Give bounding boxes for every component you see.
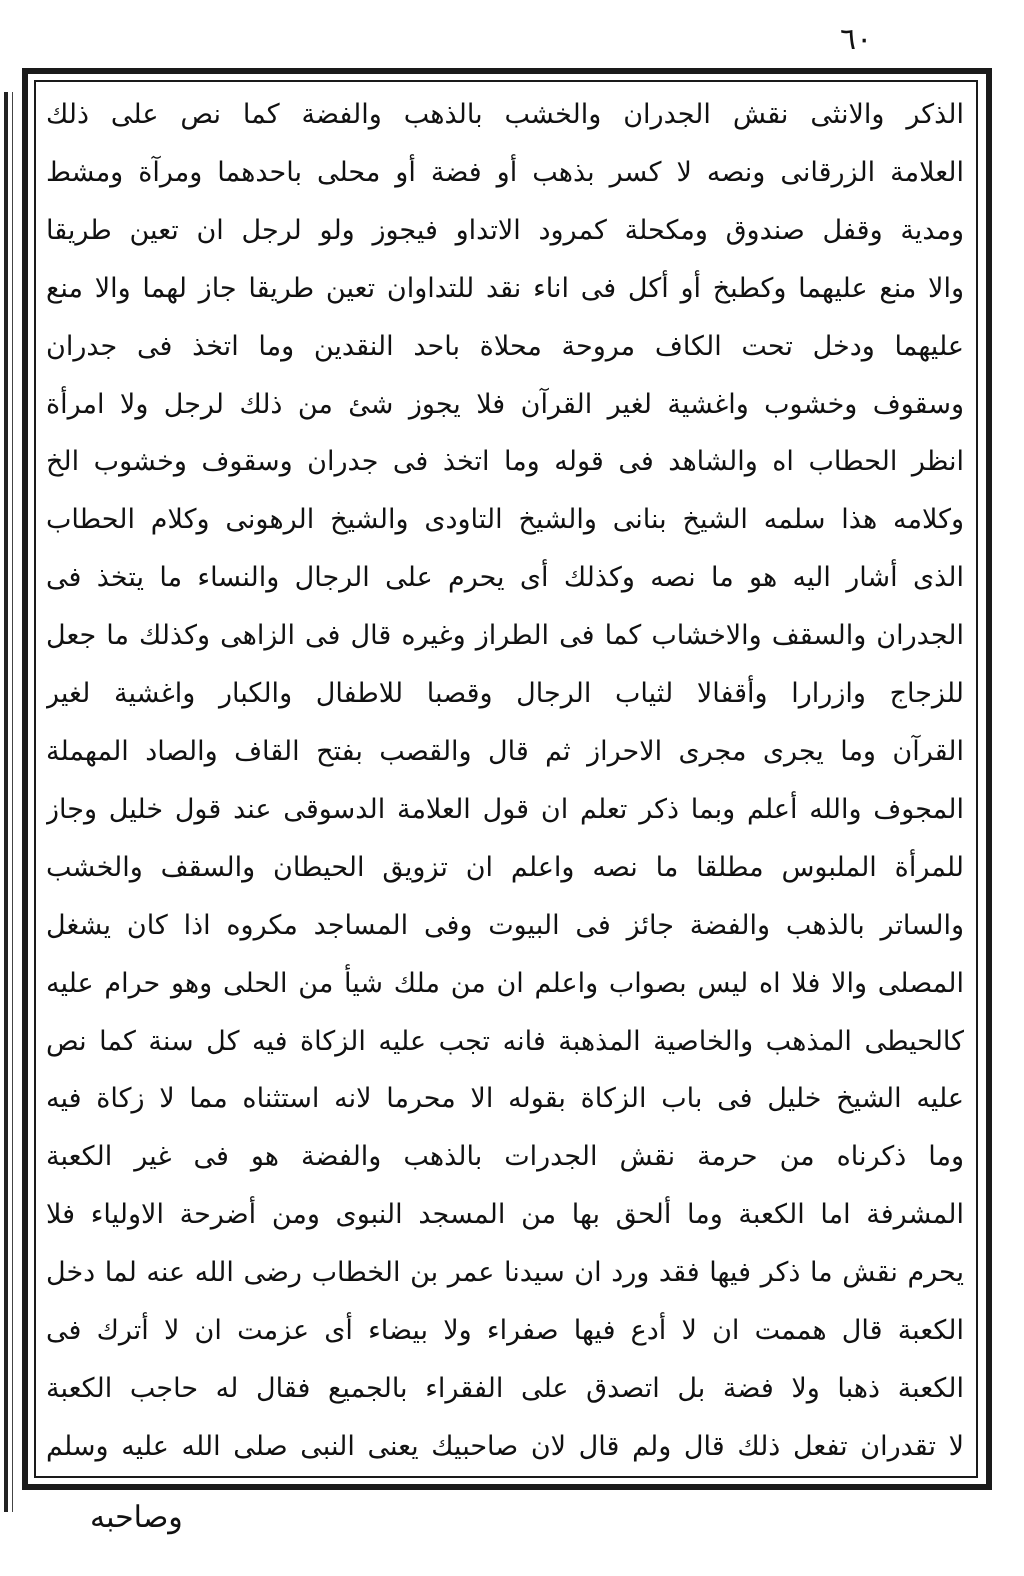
text-line: عليه الشيخ خليل فى باب الزكاة بقوله الا محرما لانه استثناه مما لا زكاة فيه	[46, 1083, 964, 1115]
text-line: يحرم نقش ما ذكر فيها فقد ورد ان سيدنا عمر بن الخطاب رضى الله عنه لما دخل	[46, 1257, 964, 1289]
text-line: والساتر بالذهب والفضة جائز فى البيوت وفى المساجد مكروه اذا كان يشغل	[46, 909, 964, 941]
text-line: المصلى والا فلا اه ليس بصواب واعلم ان من ملك شيأ من الحلى وهو حرام عليه	[46, 967, 964, 999]
text-block	[46, 92, 964, 1470]
text-line: العلامة الزرقانى ونصه لا كسر بذهب أو فضة أو محلى باحدهما ومرآة ومشط	[46, 156, 964, 188]
text-line: للزجاج وازرارا وأقفالا لثياب الرجال وقصبا للاطفال والكبار واغشية لغير	[46, 678, 964, 710]
text-line: والا منع عليهما وكطبخ أو أكل فى اناء نقد للتداوان تعين طريقا جاز لهما والا منع	[46, 272, 964, 304]
text-line: الجدران والسقف والاخشاب كما فى الطراز وغيره قال فى الزاهى وكذلك ما جعل	[46, 620, 964, 652]
text-line: للمرأة الملبوس مطلقا ما نصه واعلم ان تزويق الحيطان والسقف والخشب	[46, 851, 964, 883]
text-line: عليهما ودخل تحت الكاف مروحة محلاة باحد النقدين وما اتخذ فى جدران	[46, 330, 964, 362]
text-line: كالحيطى المذهب والخاصية المذهبة فانه تجب عليه الزكاة فيه كل سنة كما نص	[46, 1025, 964, 1057]
text-line: وما ذكرناه من حرمة نقش الجدرات بالذهب والفضة هو فى غير الكعبة	[46, 1141, 964, 1173]
text-line: المشرفة اما الكعبة وما ألحق بها من المسجد النبوى ومن أضرحة الاولياء فلا	[46, 1199, 964, 1231]
text-line: انظر الحطاب اه والشاهد فى قوله وما اتخذ فى جدران وسقوف وخشوب الخ	[46, 446, 964, 478]
left-edge-rule	[4, 92, 8, 1512]
page-number: ٦٠	[840, 22, 873, 57]
text-line: وكلامه هذا سلمه الشيخ بنانى والشيخ التاودى والشيخ الرهونى وكلام الحطاب	[46, 504, 964, 536]
text-line: الذكر والانثى نقش الجدران والخشب بالذهب والفضة كما نص على ذلك	[46, 99, 964, 130]
text-line: المجوف والله أعلم وبما ذكر تعلم ان قول العلامة الدسوقى عند قول خليل وجاز	[46, 793, 964, 825]
text-line: الكعبة قال هممت ان لا أدع فيها صفراء ولا بيضاء أى عزمت ان لا أترك فى	[46, 1315, 964, 1347]
text-line: الذى أشار اليه هو ما نصه وكذلك أى يحرم على الرجال والنساء ما يتخذ فى	[46, 562, 964, 594]
text-line: وسقوف وخشوب واغشية لغير القرآن فلا يجوز شئ من ذلك لرجل ولا امرأة	[46, 388, 964, 420]
text-line: الكعبة ذهبا ولا فضة بل اتصدق على الفقراء بالجميع فقال له حاجب الكعبة	[46, 1372, 964, 1404]
text-line: القرآن وما يجرى مجرى الاحراز ثم قال والقصب بفتح القاف والصاد المهملة	[46, 735, 964, 767]
text-line: لا تقدران تفعل ذلك قال ولم قال لان صاحبيك يعنى النبى صلى الله عليه وسلم	[46, 1430, 964, 1462]
text-line: ومدية وقفل صندوق ومكحلة كمرود الاتداو فيجوز ولو لرجل ان تعين طريقا	[46, 214, 964, 246]
catchword: وصاحبه	[90, 1500, 183, 1535]
left-edge-rule-thin	[12, 92, 13, 1512]
